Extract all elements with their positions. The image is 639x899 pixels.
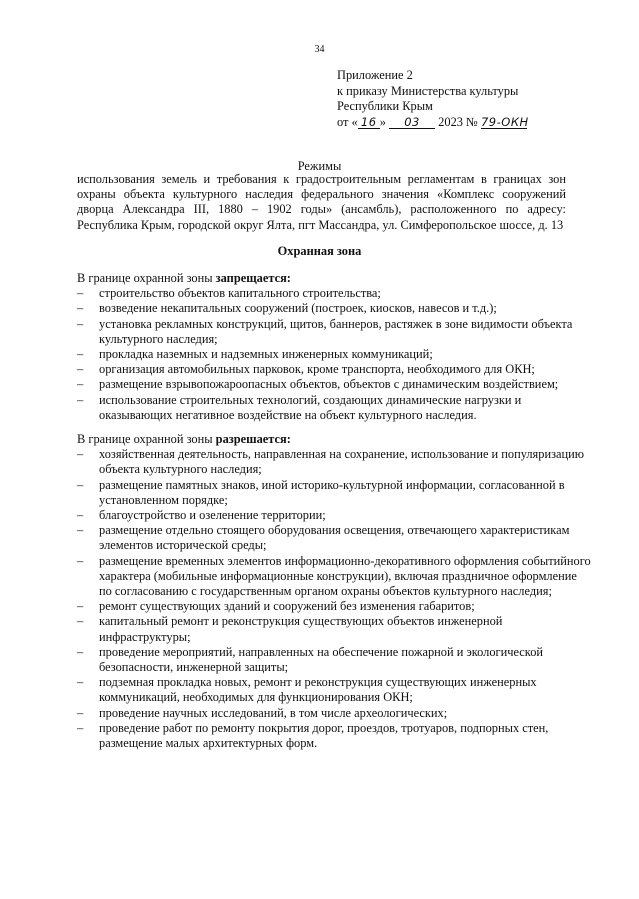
dash-marker: – (77, 675, 84, 690)
list-item: – ремонт существующих зданий и сооружений без изменения габаритов; (77, 599, 475, 614)
dash-marker: – (77, 362, 84, 377)
list-item: – использование строительных технологий, создающих динамические нагрузки и оказывающих негативное воздействие на объект культурного наследия. (77, 392, 522, 422)
allowed-list (77, 447, 592, 751)
order-date-line (337, 115, 597, 131)
dash-marker: – (77, 377, 84, 392)
dash-marker: – (77, 599, 84, 614)
forbidden-lead-text: В границе охранной зоны (77, 271, 216, 285)
list-item: – хозяйственная деятельность, направленная на сохранение, использование и популяризацию объекта культурного наследия; (77, 447, 584, 477)
republic-name: Республики Крым (337, 99, 433, 113)
forbidden-block (77, 271, 592, 423)
dash-marker: – (77, 523, 84, 538)
forbidden-list (77, 286, 592, 423)
dash-marker: – (77, 553, 84, 568)
dash-marker: – (77, 644, 84, 659)
page-number: 34 (314, 44, 325, 55)
dash-marker: – (77, 508, 84, 523)
list-item: – установка рекламных конструкций, щитов, баннеров, растяжек в зоне видимости объекта культурного наследия; (77, 316, 573, 346)
dash-marker: – (77, 477, 84, 492)
allowed-lead (77, 432, 592, 447)
list-item: – капитальный ремонт и реконструкция существующих объектов инженерной инфраструктуры; (77, 614, 503, 644)
intro-paragraph: использования земель и требования к градостроительным регламентам в границах зон охраны объекта культурного наследия федерального значения «Комплекс сооружений дворца Александра III, 1880 – 1902 годы» (ансамбль), расположенного по адресу: Республика Крым, городской округ Ялта, пгт Массандра, ул. Симферопольское шоссе, д. 13 (77, 172, 566, 232)
list-item: – размещение временных элементов информационно-декоративного оформления событийного характера (мобильные информационные конструкции), включая праздничное оформление по согласованию с государственным органом охраны объектов культурного наследия; (77, 553, 591, 599)
dash-marker: – (77, 720, 84, 735)
list-item: – строительство объектов капитального строительства; (77, 286, 381, 301)
list-item: – размещение отдельно стоящего оборудования освещения, отвечающего характеристикам элементов исторической среды; (77, 523, 570, 553)
dash-marker: – (77, 705, 84, 720)
list-item: – проведение мероприятий, направленных на обеспечение пожарной и экологической безопасности, инженерной защиты; (77, 644, 544, 675)
dash-marker: – (77, 286, 84, 301)
list-item: – подземная прокладка новых, ремонт и реконструкция существующих инженерных коммуникаций, необходимых для функционирования ОКН; (77, 675, 537, 705)
dash-marker: – (77, 392, 84, 407)
forbidden-lead-bold: запрещается: (215, 271, 291, 285)
dash-marker: – (77, 614, 84, 629)
list-item: – возведение некапитальных сооружений (построек, киосков, навесов и т.д.); (77, 301, 497, 316)
list-item: – организация автомобильных парковок, кроме транспорта, необходимого для ОКН; (77, 362, 535, 377)
dash-marker: – (77, 347, 84, 362)
date-prefix: от « (337, 114, 358, 129)
dash-marker: – (77, 316, 84, 331)
list-item: – благоустройство и озеленение территории; (77, 508, 326, 523)
order-reference: к приказу Министерства культуры (337, 83, 519, 98)
document-title: Режимы (297, 159, 342, 173)
appendix-header (337, 68, 597, 130)
appendix-label: Приложение 2 (337, 68, 413, 82)
list-item: – прокладка наземных и надземных инженерных коммуникаций; (77, 347, 433, 362)
list-item: – проведение работ по ремонту покрытия дорог, проездов, тротуаров, подпорных стен, размещение малых архитектурных форм. (77, 720, 549, 751)
allowed-lead-text: В границе охранной зоны (77, 432, 216, 446)
allowed-lead-bold: разрешается: (215, 432, 291, 446)
date-mid: » (379, 114, 386, 129)
list-item: – размещение памятных знаков, иной историко-культурной информации, согласованной в установленном порядке; (77, 477, 565, 507)
allowed-block (77, 432, 592, 751)
handwritten-month: 03 (404, 114, 420, 129)
section-title: Охранная зона (277, 244, 362, 258)
date-year: 2023 № (438, 114, 478, 129)
forbidden-lead (77, 271, 592, 286)
handwritten-order-number: 79-ОКН (480, 114, 529, 129)
list-item: – размещение взрывопожароопасных объектов, объектов с динамическим воздействием; (77, 377, 559, 392)
dash-marker: – (77, 301, 84, 316)
handwritten-day: 16 (360, 114, 377, 129)
list-item: – проведение научных исследований, в том числе археологических; (77, 705, 448, 720)
dash-marker: – (77, 447, 84, 462)
